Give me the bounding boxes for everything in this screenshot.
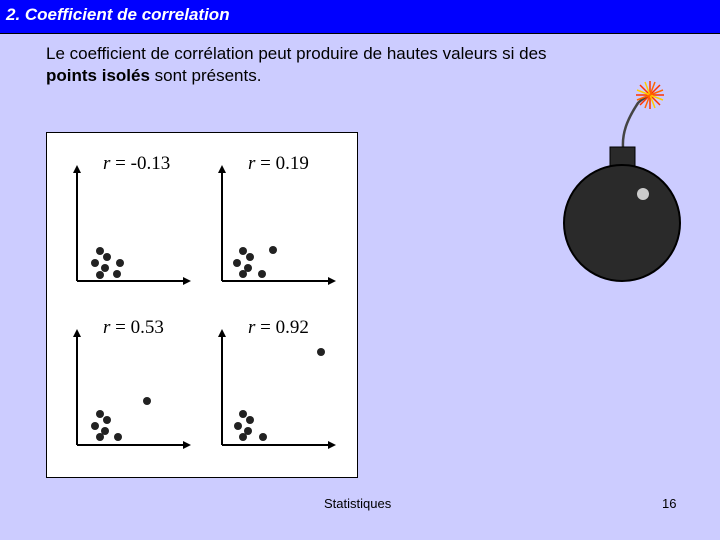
r-label-3 [103,317,164,339]
data-point [258,270,266,278]
scatter-plot-3 [77,333,187,445]
scatter-plot-2 [222,169,332,281]
bomb-icon [560,75,690,290]
data-point [239,433,247,441]
data-point [91,422,99,430]
data-point [114,433,122,441]
data-point [246,416,254,424]
r-symbol: r [248,317,256,338]
data-point [233,259,241,267]
data-point [239,410,247,418]
data-point [143,397,151,405]
data-point [116,259,124,267]
data-point [239,270,247,278]
r-label-2 [248,153,309,175]
r-symbol: r [103,317,111,338]
scatter-plot-1 [77,169,187,281]
data-point [96,410,104,418]
r-symbol: r [248,153,256,174]
intro-paragraph [46,43,566,87]
data-point [96,433,104,441]
data-point [259,433,267,441]
footer-course: Statistiques [324,496,392,511]
scatter-plots-svg [47,133,357,477]
data-point [96,247,104,255]
r-label-1 [103,153,170,175]
data-point [317,348,325,356]
r-value: = 0.19 [255,153,309,174]
data-point [239,247,247,255]
data-point [113,270,121,278]
scatter-plot-4 [222,333,332,445]
r-value: = 0.53 [110,317,164,338]
r-value: = 0.92 [255,317,309,338]
intro-emphasis: points isolés [46,66,150,85]
data-point [246,253,254,261]
data-point [103,253,111,261]
title-bar [0,0,720,34]
data-point [234,422,242,430]
r-value: = -0.13 [110,153,171,174]
r-symbol: r [103,153,111,174]
intro-text-before: Le coefficient de corrélation peut produire de hautes valeurs si des [46,44,547,63]
data-point [269,246,277,254]
footer-page-number: 16 [662,496,677,511]
scatter-plots-panel [46,132,358,478]
r-label-4 [248,317,309,339]
intro-text-after: sont présents. [149,66,262,85]
slide-title: 2. Coefficient de correlation [6,5,230,24]
data-point [96,271,104,279]
data-point [103,416,111,424]
data-point [101,264,109,272]
data-point [91,259,99,267]
